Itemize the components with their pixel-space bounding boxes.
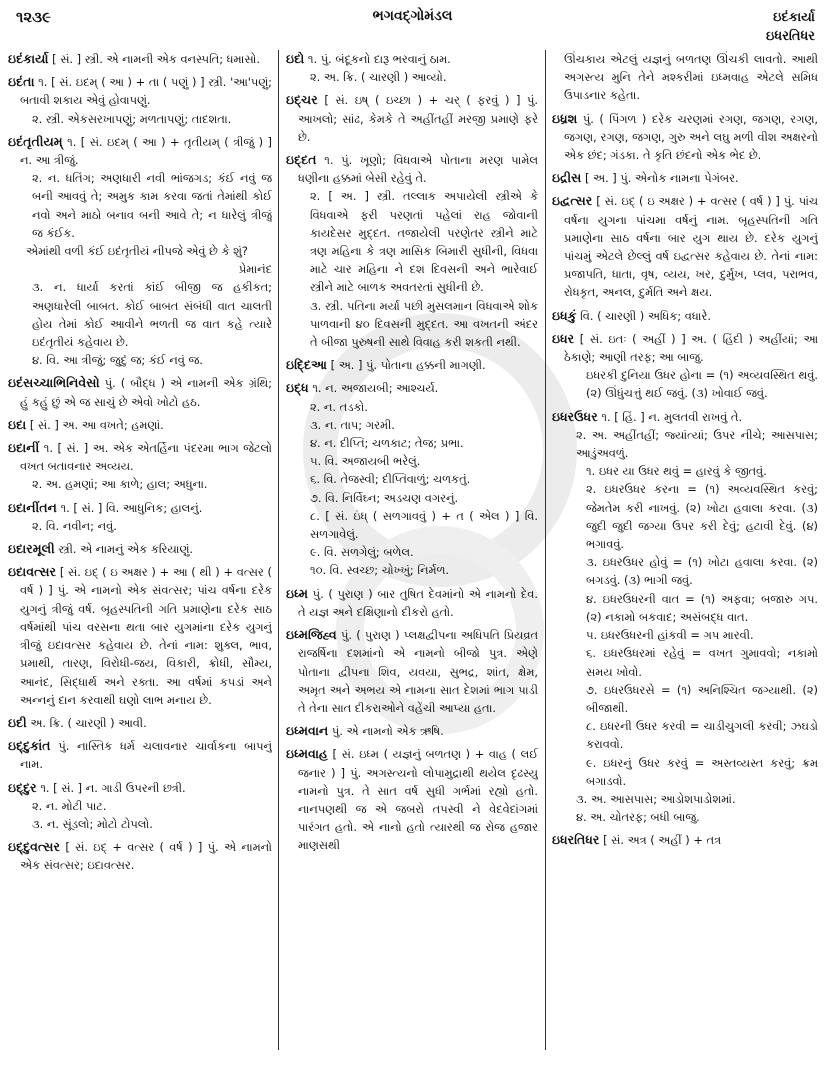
entry-sense: ૮. [ સં. ઇંધ્ ( સળગાવવું ) + ત ( એલ ) ] વિ. સળગાવેલું. xyxy=(310,508,538,542)
entry-sense: ૨. ન. તડકો. xyxy=(310,399,368,414)
quotation-text: એમાંથી વળી કંઈ ઇદંતૃતીયં નીપજે એવું છે કે શું? xyxy=(26,244,248,259)
entry-idiom: ૮. ઇધરની ઉધર કરવી = ચાડીચુગલી કરવી; ઝઘડો કરાવવો. xyxy=(586,719,818,752)
entry-headword: ઇદંસચ્ચાભિનિવેસો xyxy=(8,375,100,391)
book-title: ભગવદ્ગોમંડલ xyxy=(372,8,453,24)
dictionary-entry xyxy=(286,585,538,621)
entry-sense: ૩. ન. ધાર્યા કરતાં કાંઈ બીજી જ હકીકત; અણધારેલી બાબત. કોઈ બાબત સંબંધી વાત ચાલતી હોય તેમાં કોઈ આવીને ભળતી જ વાત કહે ત્યારે ઇદંતૃતીયં કહેવાય છે. xyxy=(32,280,272,350)
dictionary-entry xyxy=(286,722,538,740)
entry-definition: ૧. [ હિં. ] ન. મુલતવી રાખવું તે. xyxy=(601,409,743,424)
entry-idiom: ઇધરકી દુનિયા ઉધર હોના = (૧) અવ્યવસ્થિત થવું. (૨) ઊંધુંચત્તું થઈ જવું. (૩) ખોવાઈ જવું. xyxy=(586,368,818,401)
entry-definition: વિ. ( ચારણી ) અધિક; વધારે. xyxy=(580,308,711,323)
entry-sense: ૨. સ્ત્રી. એકસરખાપણું; મળતાપણું; તાદશતા. xyxy=(32,111,232,126)
entry-definition: [ સં. ઇદ્ ( ઇ અક્ષર ) + વત્સર ( વર્ષ ) ] પું. પાંચ વર્ષના યુગના પાંચમા વર્ષનું નામ. બૃહસ્પતિની ગતિ પ્રમાણેના સાઠ વર્ષના બાર યુગ થાય છે. દરેક યુગનું પાંચમું એટલે છેલ્લું વર્ષ ઇદ્વત્સર કહેવાય છે. તેનાં નામ: પ્રજાપતિ, ધાતા, વૃષ, વ્યય, ખર, દુર્મુખ, પ્લવ, પરાભવ, રોધકૃત, અનલ, દુર્મતિ અને ક્ષય. xyxy=(564,194,818,300)
entry-idiom: ૧. ઇધર યા ઉધર થવું = હારવું કે જીતવું. xyxy=(586,464,767,479)
quotation-source: પ્રેમાનંદ xyxy=(238,262,272,277)
entry-definition: ૧. [ સં. ] ન. ગાડી ઉપરની છત્રી. xyxy=(40,780,186,795)
entry-sense: ૨. ન. મોટી પાટ. xyxy=(32,798,107,813)
dictionary-entry xyxy=(8,563,272,709)
column-divider xyxy=(278,50,279,1050)
entry-sense: ૩. સ્ત્રી. પતિના મર્યા પછી મુસલમાન વિધવાએ શોક પાળવાની ૪૦ દિવસની મુદ્દત. આ વખતની અંદર તે બીજા પુરુષની સાથે વિવાહ કરી શકતી નથી. xyxy=(310,298,538,350)
entry-quotation xyxy=(20,242,272,278)
entry-idiom: ૪. ઇધરઉધરની વાત = (૧) અફવા; બજારુ ગપ. (૨) નકામો બકવાદ; અસંબદ્ધ વાત. xyxy=(586,591,818,624)
entry-headword: ઇદી xyxy=(8,714,27,730)
entry-definition: પું. ( બૌદ્ધ ) એ નામની એક ગ્રંથિ; હું કહું છું એ જ સાચું છે એવો ખોટો હઠ. xyxy=(20,376,272,409)
entry-headword: ઇધ્રશ xyxy=(552,110,578,126)
entry-definition: ૧. પું. બંદૂકનો દારૂ ભરવાનું ઠામ. xyxy=(307,52,451,66)
column-1 xyxy=(8,50,272,1092)
entry-idiom: ૩. ઇધરઉધર હોવું = (૧) ખોટા હવાલા કરવા. (૨) બગડવું. (૩) ભાગી જવું. xyxy=(586,555,818,588)
dictionary-entry xyxy=(552,330,818,403)
entry-definition: પું. ( પુરાણ ) બાર તુષિત દેવમાંનો એ નામનો દેવ. તે યજ્ઞ અને દક્ષિણાનો દીકરો હતો. xyxy=(298,586,538,619)
dictionary-entry xyxy=(552,50,818,105)
entry-headword: ઇદંતૃતીયમ્ xyxy=(8,133,63,149)
entry-sense: ૪. વિ. આ ત્રીજું; જુદું જ; કંઈ નવું જ. xyxy=(32,353,203,368)
guide-word-first: ઇદંકાર્યા xyxy=(773,10,815,25)
entry-definition: ૧. ન. અજાયબી; આશ્ચર્ય. xyxy=(312,381,439,396)
entry-definition: ઊંચકાય એટલું યજ્ઞનું બળતણ ઊંચકી લાવતો. આથી અગસ્ત્ય મુનિ તેને મશ્કરીમાં ઇધ્મવાહ એટલે સમિધ ઉપાડનાર કહેતા. xyxy=(564,52,818,103)
entry-idiom: ૭. ઇધરઉધરસે = (૧) અનિશ્ચિત જગ્યાથી. (૨) બીજાથી. xyxy=(586,682,818,715)
entry-definition: પું. નાસ્તિક ધર્મ ચલાવનાર ચાર્વાકના બાપનું નામ. xyxy=(20,739,272,772)
entry-headword: ઇદો xyxy=(286,51,305,66)
dictionary-entry xyxy=(552,831,818,849)
dictionary-entry xyxy=(286,379,538,579)
entry-definition: [ સં. ] સ્ત્રી. એ નામની એક વનસ્પતિ; ધમાસો. xyxy=(52,52,261,66)
entry-definition: પું. એ નામનો એક ઋષિ. xyxy=(331,724,444,739)
dictionary-entry xyxy=(286,151,538,351)
page-header xyxy=(0,0,825,48)
dictionary-entry xyxy=(286,626,538,717)
entry-definition: [ સં. ઇદ્ + વત્સર ( વર્ષ ) ] પું. એ નામનો એક સંવત્સર; ઇદાવત્સર. xyxy=(20,840,272,873)
entry-definition: [ અ. ] પું. એનોક નામના પેગંબર. xyxy=(584,171,739,186)
entry-sense: ૯. વિ. સળગેલું; બળેલ. xyxy=(310,545,414,560)
dictionary-entry xyxy=(552,307,818,325)
entry-headword: ઇદ્દુકાંત xyxy=(8,738,51,754)
dictionary-entry xyxy=(8,779,272,834)
entry-headword: ઇદ્દિઆ xyxy=(286,357,328,373)
entry-definition: સ્ત્રી. એ નામનું એક કરિયાણું. xyxy=(58,542,194,557)
entry-sense: ૬. વિ. તેજસ્વી; દીપ્તિવાળું; ચળકતું. xyxy=(310,472,471,487)
entry-idiom: ૨. ઇધરઉધર કરના = (૧) અવ્યવસ્થિત કરવું; જેમતેમ કરી નાખવું. (૨) ખોટા હવાલા કરવા. (૩) જુદી જુદી જગ્યા ઉપર કરી દેવું; હટાવી દેવું. (૪) ભગાવવું. xyxy=(586,482,818,552)
entry-sense: ૧૦. વિ. સ્વચ્છ; ચોખ્ખું; નિર્મળ. xyxy=(310,563,449,578)
entry-headword: ઇદ્દત xyxy=(286,152,317,168)
entry-sense: ૭. વિ. નિર્વિઘ્ન; અડચણ વગરનું. xyxy=(310,490,459,505)
entry-headword: ઇધ્મજિહ્વ xyxy=(286,627,337,643)
column-2 xyxy=(286,50,538,1092)
dictionary-entry xyxy=(286,745,538,854)
dictionary-columns xyxy=(0,50,825,1092)
entry-definition: [ સં. ] અ. આ વખતે; હમણાં. xyxy=(29,417,164,432)
dictionary-entry xyxy=(552,110,818,165)
entry-headword: ઇદ્ધ xyxy=(286,380,309,396)
entry-sense: ૪. અ. ચોતરફ; બધી બાજુ. xyxy=(576,810,700,825)
entry-headword: ઇદા xyxy=(8,416,27,432)
entry-headword: ઇધરતિધર xyxy=(552,832,600,848)
entry-sense: ૩. ન. તાપ; ગરમી. xyxy=(310,417,395,432)
entry-headword: ઇધ્મ xyxy=(286,585,308,601)
guide-word-last: ઇધરતિધર xyxy=(766,29,815,44)
entry-sense: ૨. અ. અહીંતહીં; જ્યાંત્યાં; ઉપર નીચે; આસપાસ; આડુંઅવળું. xyxy=(576,427,818,461)
entry-headword: ઇદ્ચર xyxy=(286,92,318,108)
entry-sense: ૨. અ. હમણાં; આ કાળે; હાલ; અધુના. xyxy=(32,477,208,492)
entry-headword: ઇદારમૂલી xyxy=(8,541,55,557)
entry-headword: ઇધ્મવાન xyxy=(286,723,329,739)
column-3 xyxy=(552,50,818,1092)
entry-sense: ૫. વિ. અજાયબી ભરેલું. xyxy=(310,454,421,469)
entry-headword: ઇધર xyxy=(552,330,575,346)
entry-sense: ૨. અ. ક્રિ. ( ચારણી ) આવ્યો. xyxy=(310,70,447,85)
dictionary-entry xyxy=(8,416,272,434)
entry-headword: ઇદાવત્સર xyxy=(8,564,57,580)
dictionary-entry xyxy=(552,169,818,187)
entry-headword: ઇધકું xyxy=(552,307,577,323)
entry-headword: ઇદ્દુર xyxy=(8,779,37,795)
entry-definition: ૧. [ સં. ઇદમ્ ( આ ) + તૃતીયમ્ ( ત્રીજું ) ] ન. આ ત્રીજું. xyxy=(20,134,272,168)
entry-headword: ઇદ્દુવત્સર xyxy=(8,839,60,855)
entry-definition: પું. ( પિંગળ ) દરેક ચરણમાં રગણ, જગણ, રગણ, જગણ, રગણ, જગણ, ગુરુ અને લઘુ મળી વીશ અક્ષરનો એક છંદ; ગંડકા. તે કૃતિ છંદનો એક ભેદ છે. xyxy=(564,111,818,163)
entry-idiom: ૫. ઇધરઉધરની હાંકવી = ગપ મારવી. xyxy=(586,628,754,643)
entry-sense: ૨. વિ. નવીન; નવું. xyxy=(32,518,117,533)
page-number: ૧૨૩૯ xyxy=(16,8,52,26)
dictionary-entry xyxy=(8,73,272,128)
entry-definition: [ સં. ઇધ્મ ( યજ્ઞનું બળતણ ) + વાહ ( લઈ જનાર ) ] પું. અગસ્ત્યનો લોપામુદ્રાથી થયેલ દૃઢસ્યુ નામનો પુત્ર. તે સાત વર્ષ સુધી ગર્ભમાં રહ્યો હતો. નાનપણથી જ એ જબરો તપસ્વી ને વેદવેદાંગમાં પારંગત હતો. એ નાનો હતો ત્યારથી જ રોજ હજાર માણસથી xyxy=(298,747,538,853)
dictionary-entry xyxy=(286,91,538,146)
dictionary-entry xyxy=(8,374,272,410)
entry-definition: ૧. [ સં. ] વિ. આધુનિક; હાલનું. xyxy=(60,500,203,515)
dictionary-entry xyxy=(8,499,272,535)
dictionary-entry xyxy=(8,838,272,874)
entry-definition: અ. ક્રિ. ( ચારણી ) આવી. xyxy=(30,715,147,730)
entry-sense: ૩. ન. સૂંડલો; મોટો ટોપલો. xyxy=(32,816,153,831)
dictionary-entry xyxy=(8,714,272,732)
entry-sense: ૪. ન. દીપ્તિ; ચળકાટ; તેજ; પ્રભા. xyxy=(310,436,464,451)
entry-sense: ૨. ન. ધતિંગ; અણધારી નવી ભાંજગડ; કંઈ નવું જ બની આવવું તે; અમુક કામ કરવા જતાં તેમાંથી કોઈ નવો અને માઠો બનાવ બની આવે તે; ન ધારેલું ત્રીજું જ કંઈક. xyxy=(32,171,272,240)
entry-definition: [ સં. ઇષ્ ( ઇચ્છા ) + ચર્ ( ફરવું ) ] પું. આખલો; સાંઢ, કેમકે તે અહીંતહીં મરજી પ્રમાણે ફરે છે. xyxy=(298,93,538,144)
entry-sense: ૨. [ અ. ] સ્ત્રી. તલ્લાક અપાયેલી સ્ત્રીએ કે વિધવાએ ફરી પરણતાં પહેલાં રાહ જોવાની કાયદેસર મુદ્દત. તજાયેલી પરણેતર સ્ત્રીને માટે ત્રણ મહિના કે ત્રણ માસિક બિમારી સુધીની, વિધવા માટે ચાર મહિના ને દશ દિવસની અને ભારેવાઈ સ્ત્રીને માટે બાળક અવતરતાં સુધીની છે. xyxy=(310,189,538,295)
entry-headword: ઇદાનીંતન xyxy=(8,499,57,515)
entry-headword: ઇદાનીં xyxy=(8,440,40,456)
entry-headword: ઇદ્રીસ xyxy=(552,170,582,186)
entry-definition: ૧. [ સં. ] અ. એક એતર્હિના પંદરમા ભાગ જેટલો વખત બતાવનાર અવ્યય. xyxy=(20,441,272,474)
dictionary-entry xyxy=(552,192,818,301)
entry-idiom: ૬. ઇધરઉધરમાં રહેવું = વખત ગુમાવવો; નકામો સમય ખોવો. xyxy=(586,646,818,679)
entry-definition: ૧. પું. ખૂણો; વિધવાએ પોતાના મરણ પામેલ ધણીના હક્કમાં બેસી રહેવું તે. xyxy=(298,153,538,186)
dictionary-entry xyxy=(8,439,272,494)
entry-headword: ઇધ્મવાહ xyxy=(286,746,328,762)
dictionary-entry xyxy=(286,50,538,86)
entry-definition: [ અ. ] પું. પોતાના હક્કની માગણી. xyxy=(330,358,486,373)
dictionary-entry xyxy=(552,408,818,827)
entry-headword: ઇધરઉધર xyxy=(552,408,598,424)
entry-definition: [ સં. ઇદ્ ( ઇ અક્ષર ) + આ ( થી ) + વત્સર ( વર્ષ ) ] પું. એ નામનો એક સંવત્સર; પાંચ વર્ષના દરેક યુગનું ત્રીજું વર્ષ. બૃહસ્પતિની ગતિ પ્રમાણેના દરેક સાઠ વર્ષમાંથી પાંચ વરસના થતા બાર યુગમાંના દરેક યુગનું ત્રીજું ઇદાવત્સર કહેવાય છે. તેનાં નામ: શુક્લ, ભાવ, પ્રમાથી, તારણ, વિરોધી-જય, વિકારી, ક્રોધી, સૌમ્ય, આનંદ, સિદ્ધાર્થ અને રક્તા. આ વર્ષમાં કપડાં અને અન્નનું દાન કરવાથી ઘણો લાભ મનાય છે. xyxy=(20,565,272,707)
dictionary-entry xyxy=(8,737,272,773)
entry-idiom: ૯. ઇધરનું ઉધર કરવું = અસ્તવ્યસ્ત કરવું; ક્રમ બગાડવો. xyxy=(586,755,818,788)
entry-headword: ઇદંતા xyxy=(8,74,35,90)
dictionary-entry xyxy=(8,133,272,370)
dictionary-entry xyxy=(286,356,538,374)
entry-headword: ઇદંકાર્યા xyxy=(8,51,49,66)
guide-words xyxy=(766,8,815,46)
entry-definition: [ સં. ઇતઃ ( અહીં ) ] અ. ( હિંદી ) અહીંયાં; આ ઠેકાણે; આણી તરફ; આ બાજુ. xyxy=(564,331,818,365)
entry-sense: ૩. અ. આસપાસ; આડોશપાડોશમાં. xyxy=(576,791,736,806)
entry-definition: ૧. [ સં. ઇદમ્ ( આ ) + તા ( પણું ) ] સ્ત્રી. 'આ'પણું; બતાવી શકાય એવું હોવાપણું. xyxy=(20,75,272,108)
entry-headword: ઇદ્વત્સર xyxy=(552,193,593,209)
dictionary-entry xyxy=(8,50,272,68)
dictionary-entry xyxy=(8,540,272,558)
entry-definition: પું. ( પુરાણ ) પ્લક્ષદ્વીપના અધિપતિ પ્રિયવ્રત રાજર્ષિના દશમાંનો એ નામનો બીજો પુત્ર. એણે પોતાના દ્વીપના શિવ, યવયા, સુભદ્ર, શાંત, ક્ષેમ, અમૃત અને અભય એ નામના સાત દેશમાં ભાગ પાડી તે તેના સાત દીકરાઓને વહેંચી આપ્યા હતા. xyxy=(298,628,538,715)
column-divider xyxy=(545,50,546,1050)
entry-definition: [ સં. અત્ર ( અહીં ) + તત્ર xyxy=(603,833,722,848)
